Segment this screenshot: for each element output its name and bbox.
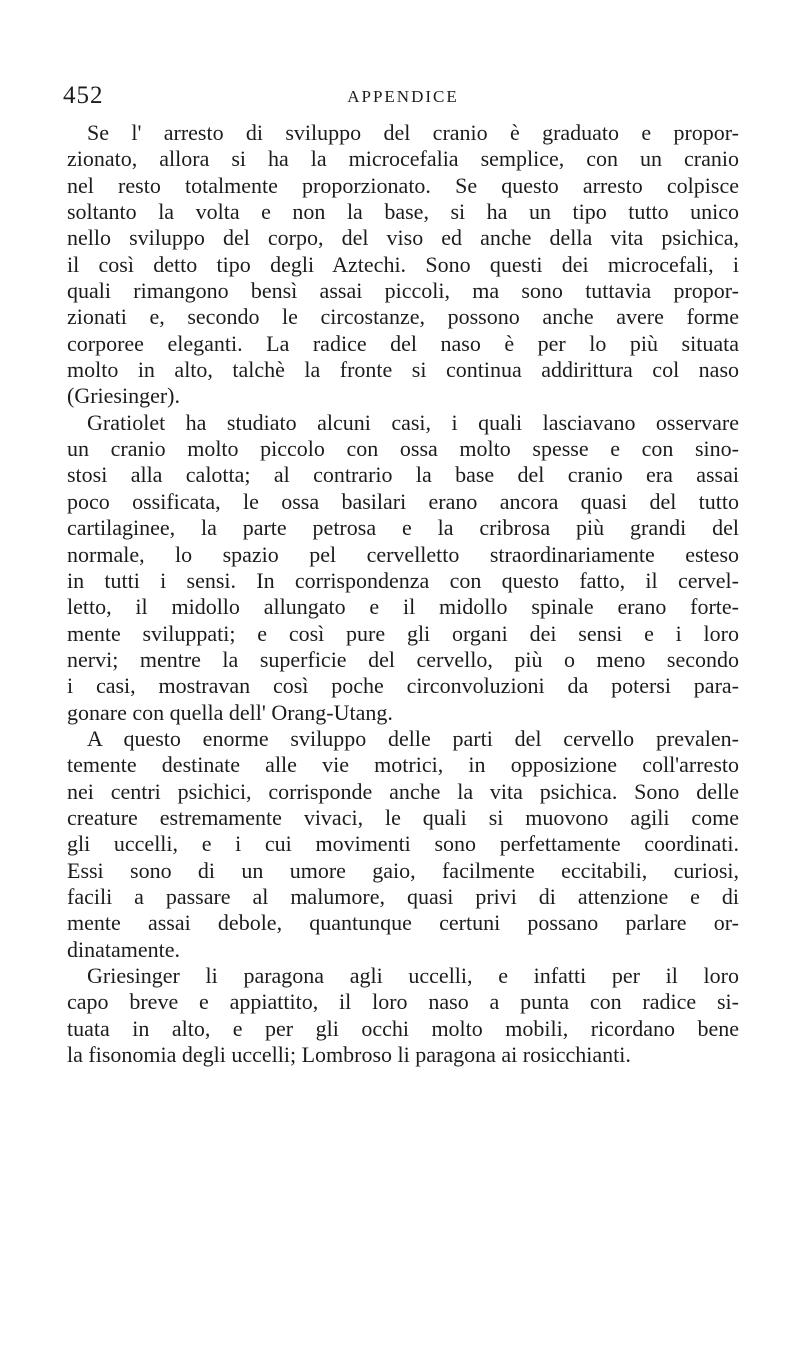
text-line: corporee eleganti. La radice del naso è per lo più situata [67, 330, 739, 356]
text-line: zionati e, secondo le circostanze, possono anche avere forme [67, 304, 739, 330]
text-line: creature estremamente vivaci, le quali si muovono agili come [67, 804, 739, 830]
text-line: soltanto la volta e non la base, si ha un tipo tutto unico [67, 199, 739, 225]
text-line: molto in alto, talchè la fronte si continua addirittura col naso [67, 357, 739, 383]
text-line: normale, lo spazio pel cervelletto straordinariamente esteso [67, 541, 739, 567]
text-line: (Griesinger). [67, 383, 181, 409]
text-line: stosi alla calotta; al contrario la base del cranio era assai [67, 462, 739, 488]
paragraph [67, 120, 739, 410]
text-line: gli uccelli, e i cui movimenti sono perfettamente coordinati. [67, 831, 739, 857]
body-text [67, 120, 739, 1068]
text-line: facili a passare al malumore, quasi privi di attenzione e di [67, 883, 739, 909]
text-line: mente sviluppati; e così pure gli organi dei sensi e i loro [67, 620, 739, 646]
text-line: il così detto tipo degli Aztechi. Sono questi dei microcefali, i [67, 251, 739, 277]
page-header [63, 82, 743, 112]
text-line: nel resto totalmente proporzionato. Se questo arresto colpisce [67, 172, 739, 198]
text-line: nervi; mentre la superficie del cervello, più o meno secondo [67, 646, 739, 672]
paragraph [67, 726, 739, 963]
text-line: capo breve e appiattito, il loro naso a punta con radice si- [67, 989, 739, 1015]
text-line: cartilaginee, la parte petrosa e la cribrosa più grandi del [67, 515, 739, 541]
text-line: dinatamente. [67, 936, 181, 962]
paragraph [67, 410, 739, 726]
text-line: in tutti i sensi. In corrispondenza con questo fatto, il cervel- [67, 567, 739, 593]
text-line: mente assai debole, quantunque certuni possano parlare or- [67, 910, 739, 936]
text-line: Se l' arresto di sviluppo del cranio è graduato e propor- [87, 120, 739, 145]
text-line: letto, il midollo allungato e il midollo spinale erano forte- [67, 594, 739, 620]
paragraph [67, 963, 739, 1068]
text-line: i casi, mostravan così poche circonvoluzioni da potersi para- [67, 673, 739, 699]
text-line: Gratiolet ha studiato alcuni casi, i quali lasciavano osservare [87, 409, 739, 435]
text-line: poco ossificata, le ossa basilari erano ancora quasi del tutto [67, 488, 739, 514]
text-line: quali rimangono bensì assai piccoli, ma sono tuttavia propor- [67, 278, 739, 304]
text-line: temente destinate alle vie motrici, in opposizione coll'arresto [67, 752, 739, 778]
text-line: Griesinger li paragona agli uccelli, e infatti per il loro [87, 963, 739, 988]
text-line: A questo enorme sviluppo delle parti del cervello prevalen- [87, 725, 739, 751]
text-line: Essi sono di un umore gaio, facilmente eccitabili, curiosi, [67, 857, 739, 883]
text-line: zionato, allora si ha la microcefalia semplice, con un cranio [67, 146, 739, 172]
text-line: gonare con quella dell' Orang-Utang. [67, 699, 393, 725]
text-line: nello sviluppo del corpo, del viso ed anche della vita psichica, [67, 225, 739, 251]
running-head: APPENDICE [347, 87, 459, 106]
page-number: 452 [63, 82, 104, 109]
text-line: la fisonomia degli uccelli; Lombroso li paragona ai rosicchianti. [67, 1042, 631, 1068]
text-line: un cranio molto piccolo con ossa molto spesse e con sino- [67, 436, 739, 462]
text-line: tuata in alto, e per gli occhi molto mobili, ricordano bene [67, 1015, 739, 1041]
text-line: nei centri psichici, corrisponde anche la vita psichica. Sono delle [67, 778, 739, 804]
